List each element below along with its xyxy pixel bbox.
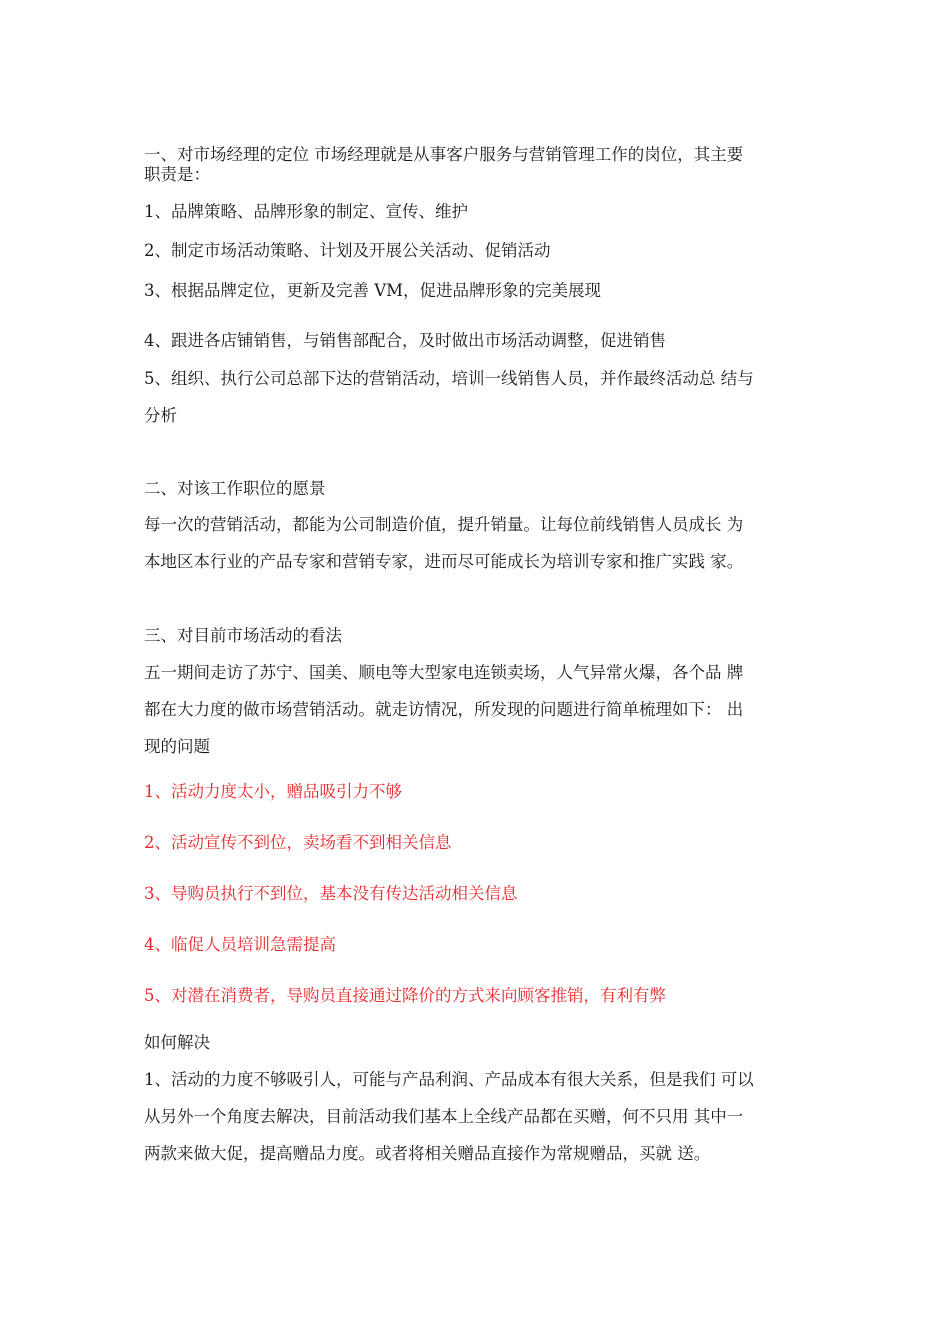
solution-1-line3: 两款来做大促，提高赠品力度。或者将相关赠品直接作为常规赠品，买就 送。 xyxy=(144,1144,711,1163)
solution-1-line1: 1、活动的力度不够吸引人，可能与产品利润、产品成本有很大关系，但是我们 可以 xyxy=(144,1070,754,1089)
section1-item-2: 2、制定市场活动策略、计划及开展公关活动、促销活动 xyxy=(144,241,551,260)
section3-intro-line3: 现的问题 xyxy=(144,737,210,756)
section3-intro-line1: 五一期间走访了苏宁、国美、顺电等大型家电连锁卖场，人气异常火爆，各个品 牌 xyxy=(144,663,744,682)
solution-heading: 如何解决 xyxy=(144,1033,210,1052)
section1-item-4: 4、跟进各店铺销售，与销售部配合，及时做出市场活动调整，促进销售 xyxy=(144,331,666,350)
section3-intro-line2: 都在大力度的做市场营销活动。就走访情况，所发现的问题进行简单梳理如下： 出 xyxy=(144,700,744,719)
section2-body-line2: 本地区本行业的产品专家和营销专家，进而尽可能成长为培训专家和推广实践 家。 xyxy=(144,552,744,571)
section2-heading: 二、对该工作职位的愿景 xyxy=(144,479,326,498)
section1-heading-line1: 一、对市场经理的定位 市场经理就是从事客户服务与营销管理工作的岗位，其主要 xyxy=(144,145,744,164)
problem-item-3: 3、导购员执行不到位，基本没有传达活动相关信息 xyxy=(144,884,518,903)
section2-body-line1: 每一次的营销活动，都能为公司制造价值，提升销量。让每位前线销售人员成长 为 xyxy=(144,515,744,534)
solution-1-line2: 从另外一个角度去解决，目前活动我们基本上全线产品都在买赠，何不只用 其中一 xyxy=(144,1107,744,1126)
section1-item-5-line2: 分析 xyxy=(144,406,177,425)
section1-item-5-line1: 5、组织、执行公司总部下达的营销活动，培训一线销售人员，并作最终活动总 结与 xyxy=(144,369,754,388)
problem-item-4: 4、临促人员培训急需提高 xyxy=(144,935,336,954)
section1-heading-line2: 职责是： xyxy=(144,165,210,184)
problem-item-2: 2、活动宣传不到位，卖场看不到相关信息 xyxy=(144,833,452,852)
section3-heading: 三、对目前市场活动的看法 xyxy=(144,626,342,645)
section1-item-3: 3、根据品牌定位，更新及完善 VM，促进品牌形象的完美展现 xyxy=(144,281,602,300)
problem-item-1: 1、活动力度太小，赠品吸引力不够 xyxy=(144,782,402,801)
section1-item-1: 1、品牌策略、品牌形象的制定、宣传、维护 xyxy=(144,202,468,221)
problem-item-5: 5、对潜在消费者，导购员直接通过降价的方式来向顾客推销，有利有弊 xyxy=(144,986,666,1005)
